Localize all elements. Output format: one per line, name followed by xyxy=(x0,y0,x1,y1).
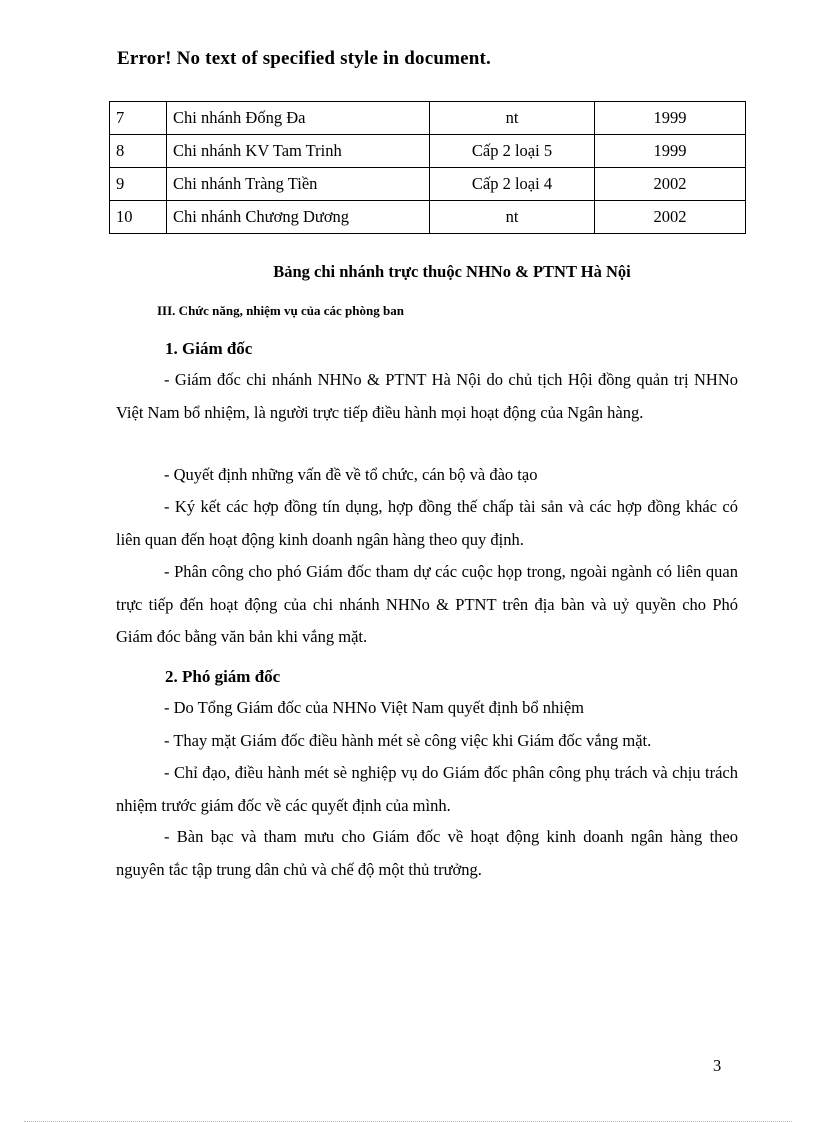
cell-branch-name: Chi nhánh Chương Dương xyxy=(167,201,430,234)
cell-number: 8 xyxy=(110,135,167,168)
paragraph: - Do Tổng Giám đốc của NHNo Việt Nam quyết định bổ nhiệm xyxy=(164,698,584,717)
page-header: Error! No text of specified style in document. xyxy=(117,48,492,69)
table-caption: Bảng chi nhánh trực thuộc NHNo & PTNT Hà Nội xyxy=(273,262,631,281)
heading-pho-giam-doc: 2. Phó giám đốc xyxy=(165,667,281,686)
cell-rank: Cấp 2 loại 4 xyxy=(430,168,595,201)
table-row xyxy=(110,201,746,234)
table-row xyxy=(110,102,746,135)
cell-branch-name: Chi nhánh Đống Đa xyxy=(167,102,430,135)
branch-table xyxy=(109,101,746,234)
paragraph: - Thay mặt Giám đốc điều hành mét sè công việc khi Giám đốc vắng mặt. xyxy=(164,731,652,750)
cell-year: 1999 xyxy=(595,102,746,135)
cell-branch-name: Chi nhánh KV Tam Trinh xyxy=(167,135,430,168)
paragraph: - Quyết định những vấn đề về tổ chức, cán bộ và đào tạo xyxy=(164,465,538,484)
section-title: III. Chức năng, nhiệm vụ của các phòng ban xyxy=(157,303,404,318)
table-row xyxy=(110,135,746,168)
cell-year: 2002 xyxy=(595,201,746,234)
paragraph: - Chỉ đạo, điều hành mét sè nghiệp vụ do Giám đốc phân công phụ trách và chịu trách nhiệm trước giám đốc về các quyết định của mình. xyxy=(116,763,738,815)
page-number: 3 xyxy=(713,1056,722,1075)
heading-giam-doc: 1. Giám đốc xyxy=(165,339,253,358)
paragraph: - Ký kết các hợp đồng tín dụng, hợp đồng thế chấp tài sản và các hợp đồng khác có liên quan đến hoạt động kinh doanh ngân hàng theo quy định. xyxy=(116,497,738,549)
cell-number: 7 xyxy=(110,102,167,135)
cell-branch-name: Chi nhánh Tràng Tiền xyxy=(167,168,430,201)
cell-year: 1999 xyxy=(595,135,746,168)
paragraph: - Bàn bạc và tham mưu cho Giám đốc về hoạt động kinh doanh ngân hàng theo nguyên tắc tập trung dân chủ và chế độ một thủ trưởng. xyxy=(116,827,738,879)
paragraph: - Giám đốc chi nhánh NHNo & PTNT Hà Nội do chủ tịch Hội đồng quản trị NHNo Việt Nam bổ nhiệm, là người trực tiếp điều hành mọi hoạt động của Ngân hàng. xyxy=(116,370,738,422)
page-bottom-divider xyxy=(24,1121,792,1122)
cell-number: 9 xyxy=(110,168,167,201)
cell-rank: nt xyxy=(430,102,595,135)
cell-number: 10 xyxy=(110,201,167,234)
paragraph: - Phân công cho phó Giám đốc tham dự các cuộc họp trong, ngoài ngành có liên quan trực tiếp đến hoạt động của chi nhánh NHNo & PTNT trên địa bàn và uỷ quyền cho Phó Giám đóc bằng văn bản khi vắng mặt. xyxy=(116,562,738,646)
cell-year: 2002 xyxy=(595,168,746,201)
table-row xyxy=(110,168,746,201)
cell-rank: nt xyxy=(430,201,595,234)
cell-rank: Cấp 2 loại 5 xyxy=(430,135,595,168)
